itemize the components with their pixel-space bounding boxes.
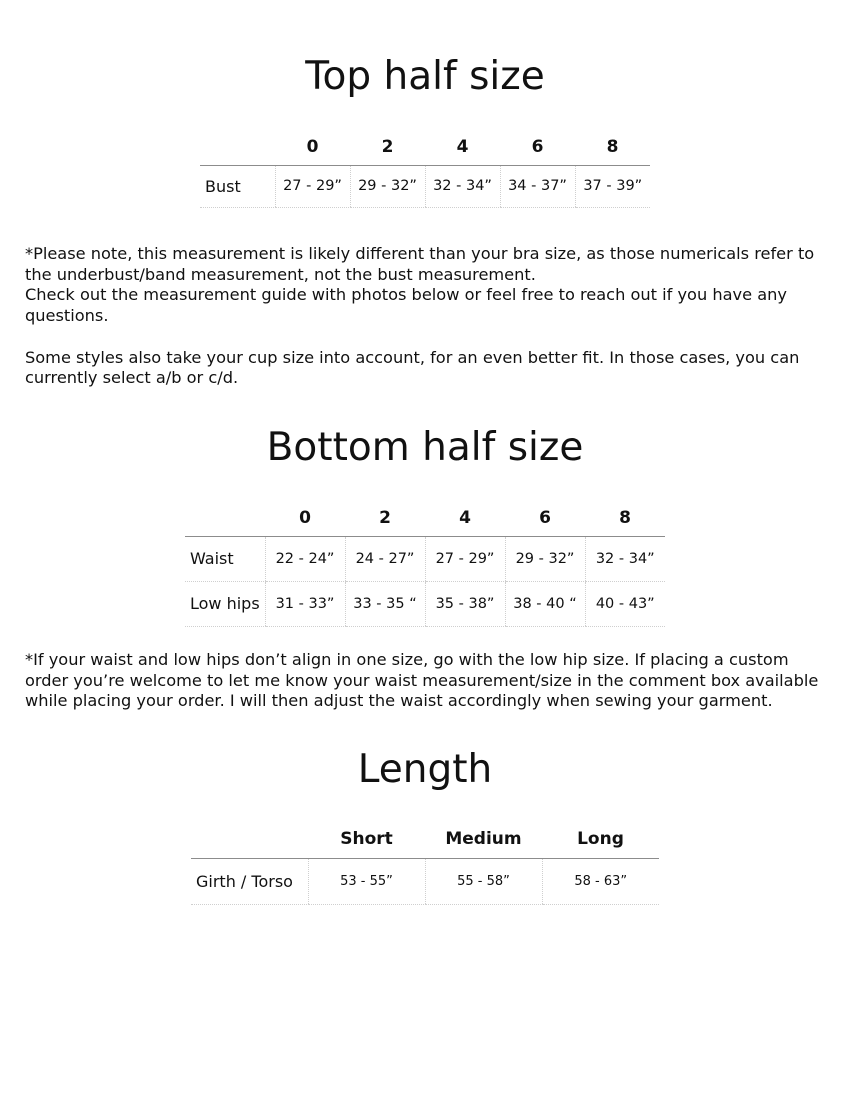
header-cell-empty (185, 500, 265, 536)
header-cell: 0 (275, 130, 350, 165)
length-table (191, 820, 659, 905)
header-cell: 2 (345, 500, 425, 536)
table-cell: 29 - 32” (350, 165, 425, 207)
table-row (200, 165, 650, 207)
waist-note (25, 650, 825, 712)
note-paragraph: Check out the measurement guide with photos below or feel free to reach out if you have any questions. (25, 285, 787, 326)
table-cell: 58 - 63” (542, 858, 659, 904)
header-cell: Short (308, 820, 425, 858)
header-cell: 0 (265, 500, 345, 536)
note-paragraph: *If your waist and low hips don’t align in one size, go with the low hip size. If placing a custom order you’re welcome to let me know your waist measurement/size in the comment box available while placing your order. I will then adjust the waist accordingly when sewing your garment. (25, 650, 819, 711)
note-paragraph: Some styles also take your cup size into account, for an even better fit. In those cases, you can currently select a/b or c/d. (25, 347, 800, 388)
table-row (185, 581, 665, 626)
header-cell-empty (191, 820, 308, 858)
table-row (185, 536, 665, 581)
table-cell: 27 - 29” (425, 536, 505, 581)
header-cell: Medium (425, 820, 542, 858)
table-header-row (200, 130, 650, 165)
header-cell: 6 (500, 130, 575, 165)
table-cell: 31 - 33” (265, 581, 345, 626)
header-cell: 8 (575, 130, 650, 165)
row-label: Girth / Torso (191, 858, 308, 904)
top-size-table (200, 130, 650, 208)
table-cell: 33 - 35 “ (345, 581, 425, 626)
bottom-size-table (185, 500, 665, 627)
header-cell: 4 (425, 500, 505, 536)
table-header-row (185, 500, 665, 536)
table-cell: 32 - 34” (425, 165, 500, 207)
table-cell: 32 - 34” (585, 536, 665, 581)
table-cell: 24 - 27” (345, 536, 425, 581)
table-header-row (191, 820, 659, 858)
table-cell: 38 - 40 “ (505, 581, 585, 626)
table-cell: 37 - 39” (575, 165, 650, 207)
header-cell: 2 (350, 130, 425, 165)
table-cell: 55 - 58” (425, 858, 542, 904)
table-row (191, 858, 659, 904)
header-cell: Long (542, 820, 659, 858)
row-label: Bust (200, 165, 275, 207)
row-label: Waist (185, 536, 265, 581)
note-paragraph: *Please note, this measurement is likely different than your bra size, as those numericals refer to the underbust/band measurement, not the bust measurement. (25, 244, 815, 284)
header-cell: 6 (505, 500, 585, 536)
row-label: Low hips (185, 581, 265, 626)
header-cell: 4 (425, 130, 500, 165)
length-title: Length (357, 747, 493, 792)
header-cell: 8 (585, 500, 665, 536)
table-cell: 40 - 43” (585, 581, 665, 626)
table-cell: 27 - 29” (275, 165, 350, 207)
header-cell-empty (200, 130, 275, 165)
top-half-title: Top half size (305, 54, 545, 99)
bottom-half-title: Bottom half size (266, 425, 584, 470)
table-cell: 34 - 37” (500, 165, 575, 207)
table-cell: 29 - 32” (505, 536, 585, 581)
bust-note (25, 244, 825, 389)
table-cell: 22 - 24” (265, 536, 345, 581)
table-cell: 35 - 38” (425, 581, 505, 626)
table-cell: 53 - 55” (308, 858, 425, 904)
